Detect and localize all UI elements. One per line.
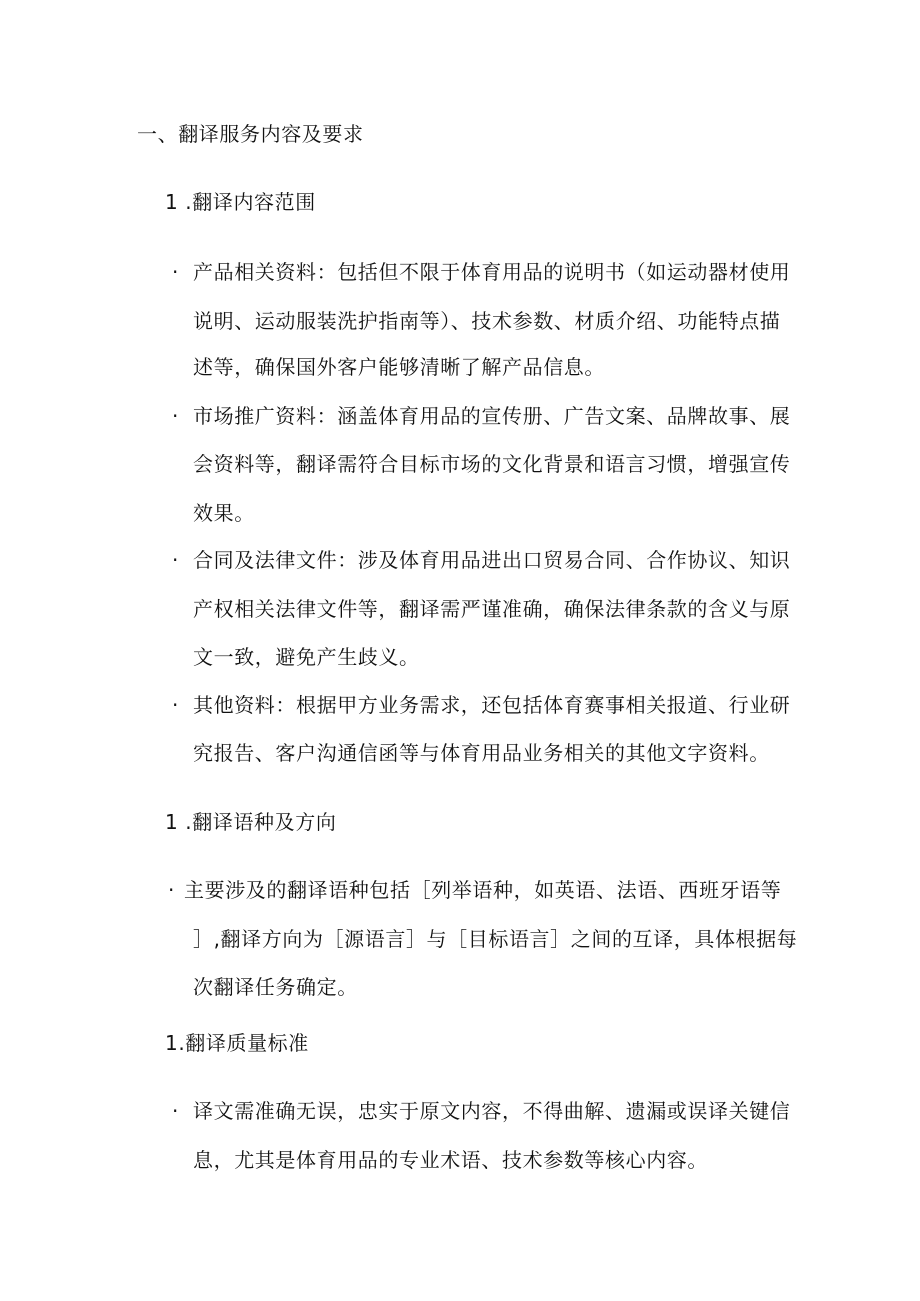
list-item-line: 产品相关资料：包括但不限于体育用品的说明书（如运动器材使用 <box>193 260 791 284</box>
list-item-line: 产权相关法律文件等，翻译需严谨准确，确保法律条款的含义与原 <box>193 597 791 621</box>
list-item-line: 其他资料：根据甲方业务需求，还包括体育赛事相关报道、行业研 <box>193 693 791 717</box>
subsection-title: 1.翻译质量标准 <box>165 1031 309 1055</box>
list-item-line: 译文需准确无误，忠实于原文内容，不得曲解、遗漏或误译关键信 <box>193 1099 791 1123</box>
bullet-dot: · <box>172 548 179 572</box>
list-item-line: 说明、运动服装洗护指南等）、技术参数、材质介绍、功能特点描 <box>193 309 781 333</box>
subsection-title: 1 .翻译语种及方向 <box>165 810 337 834</box>
bullet-dot: · <box>168 878 175 902</box>
list-item-line: 息，尤其是体育用品的专业术语、技术参数等核心内容。 <box>193 1148 708 1172</box>
list-item-line: ］,翻译方向为［源语言］与［目标语言］之间的互译，具体根据每 <box>193 927 798 951</box>
subsection-title: 1 .翻译内容范围 <box>165 190 316 214</box>
section-heading: 一、翻译服务内容及要求 <box>137 122 364 146</box>
bullet-dot: · <box>172 1099 179 1123</box>
list-item-line: 究报告、客户沟通信函等与体育用品业务相关的其他文字资料。 <box>193 741 770 765</box>
list-item-line: 次翻译任务确定。 <box>193 975 358 999</box>
list-item-line: 主要涉及的翻译语种包括［列举语种，如英语、法语、西班牙语等 <box>184 878 782 902</box>
list-item-line: 市场推广资料：涵盖体育用品的宣传册、广告文案、品牌故事、展 <box>193 404 791 428</box>
list-item-line: 述等，确保国外客户能够清晰了解产品信息。 <box>193 355 605 379</box>
bullet-dot: · <box>172 404 179 428</box>
list-item-line: 合同及法律文件：涉及体育用品进出口贸易合同、合作协议、知识 <box>193 548 791 572</box>
bullet-dot: · <box>172 693 179 717</box>
list-item-line: 会资料等，翻译需符合目标市场的文化背景和语言习惯，增强宣传 <box>193 452 791 476</box>
list-item-line: 文一致，避免产生歧义。 <box>193 645 420 669</box>
list-item-line: 效果。 <box>193 501 255 525</box>
bullet-dot: · <box>172 260 179 284</box>
